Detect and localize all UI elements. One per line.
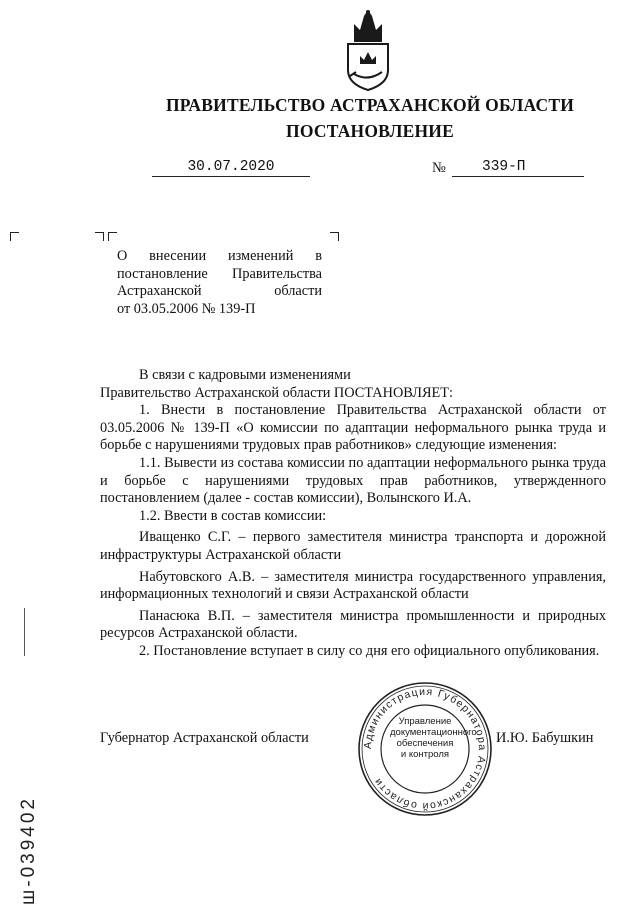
document-serial-code: ш-039402	[18, 796, 39, 905]
member-entry: Панасюка В.П. – заместителя министра промышленности и природных ресурсов Астраханской области.	[100, 607, 606, 642]
stamp-line: Управление	[398, 716, 452, 727]
intro-line: В связи с кадровыми изменениями	[139, 367, 351, 383]
clause-1-2: 1.2. Ввести в состав комиссии:	[139, 507, 327, 524]
subject-line: постановление Правительства	[117, 265, 322, 282]
corner-mark	[95, 232, 104, 241]
number-sign: №	[432, 160, 446, 176]
margin-tick	[24, 608, 25, 656]
member-entry: Иващенко С.Г. – первого заместителя министра транспорта и дорожной инфраструктуры Астраханской области	[100, 529, 606, 563]
clause-1-1: 1.1. Вывести из состава комиссии по адаптации неформального рынка труда и борьбе с нарушениями трудовых прав работников, утвержденного постановлением (далее - состав комиссии), Волынского И.А.	[100, 454, 606, 507]
corner-mark	[330, 232, 339, 241]
document-body	[100, 367, 606, 661]
subject-line: от 03.05.2006 № 139-П	[117, 300, 256, 317]
clause-1: 1. Внести в постановление Правительства Астраханской области от 03.05.2006 № 139-П «О комиссии по адаптации неформального рынка труда и борьбе с нарушениями трудовых прав работников» следующие изменения:	[100, 402, 606, 454]
org-title: ПРАВИТЕЛЬСТВО АСТРАХАНСКОЙ ОБЛАСТИ	[165, 95, 575, 115]
signatory-name: И.Ю. Бабушкин	[496, 730, 594, 746]
document-date: 30.07.2020	[152, 159, 310, 177]
signatory-role: Губернатор Астраханской области	[100, 730, 309, 746]
corner-mark	[108, 232, 117, 241]
document-subject	[117, 248, 322, 318]
intro-line: Правительство Астраханской области ПОСТАНОВЛЯЕТ:	[100, 384, 453, 401]
coat-of-arms-icon	[340, 8, 396, 92]
clause-2: 2. Постановление вступает в силу со дня его официального опубликования.	[139, 642, 600, 659]
subject-line: Астраханской области	[117, 283, 322, 300]
stamp-line: документационного	[390, 727, 477, 738]
member-entry: Набутовского А.В. – заместителя министра государственного управления, информационных технологий и связи Астраханской области	[100, 568, 606, 603]
document-number: 339-П	[452, 159, 584, 177]
stamp-line: и контроля	[400, 749, 450, 760]
subject-line: О внесении изменений в	[117, 248, 322, 264]
stamp-ring-text: Администрация Губернатора Астраханской области	[361, 685, 489, 813]
corner-mark	[10, 232, 19, 241]
stamp-inner-text	[390, 716, 477, 760]
stamp-line: обеспечения	[396, 738, 454, 749]
document-type: ПОСТАНОВЛЕНИЕ	[286, 121, 454, 141]
